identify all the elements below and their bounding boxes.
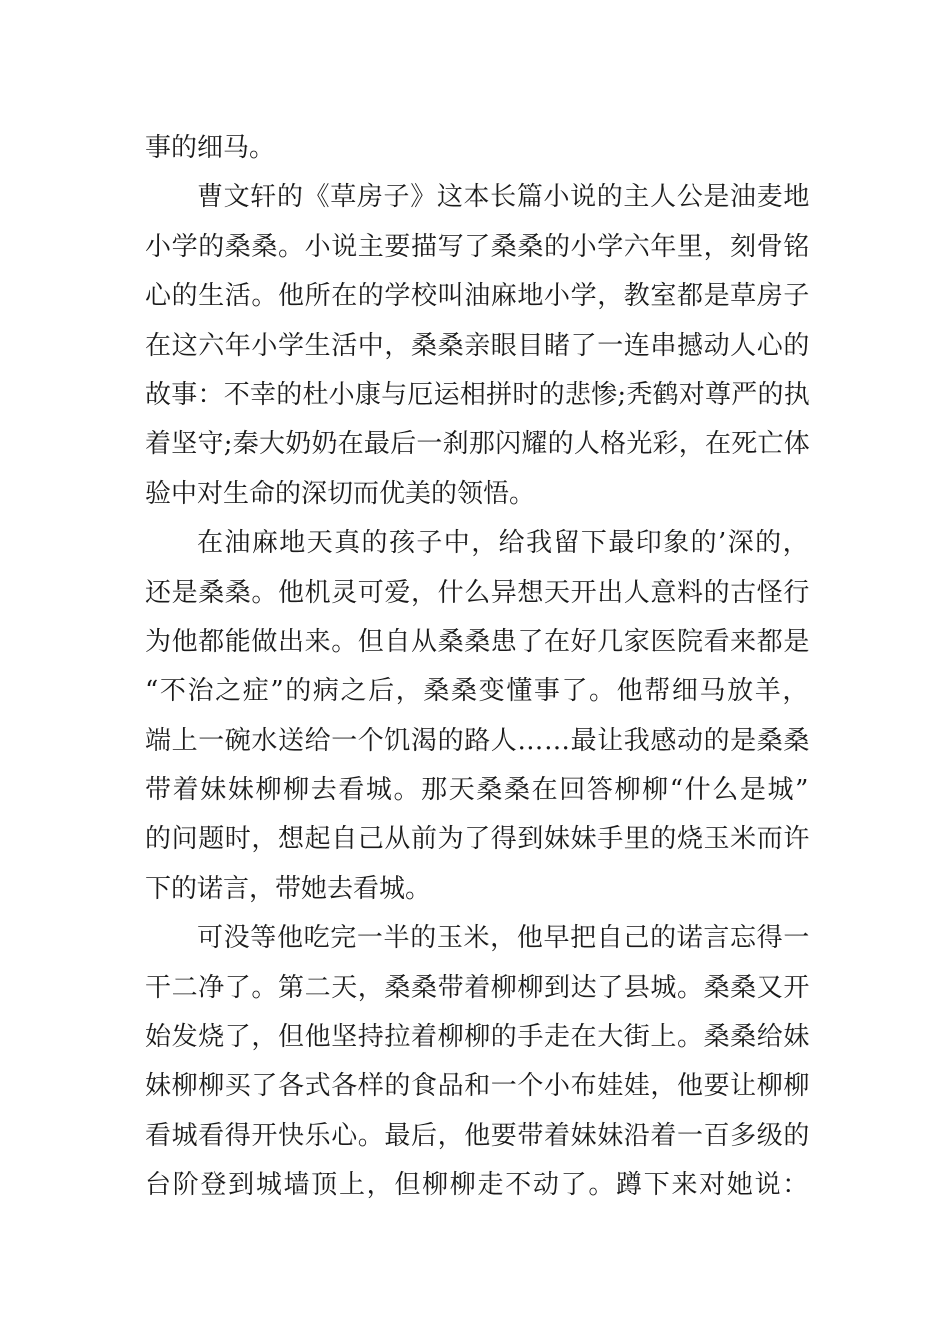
text-line: 曹文轩的《草房子》这本长篇小说的主人公是油麦地 [197,182,810,213]
text-line: 还是桑桑。他机灵可爱，什么异想天开出人意料的古怪行 [145,577,810,608]
text-line: 下的诺言，带她去看城。 [145,873,432,904]
text-line: 端上一碗水送给一个饥渴的路人……最让我感动的是桑桑 [145,725,810,756]
text-line: 带着妹妹柳柳去看城。那天桑桑在回答柳柳“什么是城” [145,775,810,806]
text-line: 故事：不幸的杜小康与厄运相拼时的悲惨;秃鹤对尊严的执 [145,379,810,410]
text-line: “不治之症”的病之后，桑桑变懂事了。他帮细马放羊， [145,676,810,707]
text-line: 在这六年小学生活中，桑桑亲眼目睹了一连串撼动人心的 [145,330,810,361]
text-line: 为他都能做出来。但自从桑桑患了在好几家医院看来都是 [145,626,810,657]
text-line: 着坚守;秦大奶奶在最后一刹那闪耀的人格光彩，在死亡体 [145,429,810,460]
body-text [145,124,810,1211]
text-line: 妹柳柳买了各式各样的食品和一个小布娃娃，他要让柳柳 [145,1071,810,1102]
text-line: 的问题时，想起自己从前为了得到妹妹手里的烧玉米而许 [145,824,810,855]
text-line: 小学的桑桑。小说主要描写了桑桑的小学六年里，刻骨铭 [145,231,810,262]
text-line: 可没等他吃完一半的玉米，他早把自己的诺言忘得一 [197,923,810,954]
text-line: 看城看得开快乐心。最后，他要带着妹妹沿着一百多级的 [145,1120,810,1151]
text-line: 心的生活。他所在的学校叫油麻地小学，教室都是草房子 [145,281,810,312]
text-line: 事的细马。 [145,133,276,163]
text-line: 台阶登到城墙顶上，但柳柳走不动了。蹲下来对她说： [145,1170,810,1201]
text-line: 验中对生命的深切而优美的领悟。 [145,478,536,509]
text-line: 在油麻地天真的孩子中，给我留下最印象的’深的， [197,528,810,559]
text-line: 始发烧了，但他坚持拉着柳柳的手走在大街上。桑桑给妹 [145,1022,810,1053]
text-line: 干二净了。第二天，桑桑带着柳柳到达了县城。桑桑又开 [145,972,810,1003]
